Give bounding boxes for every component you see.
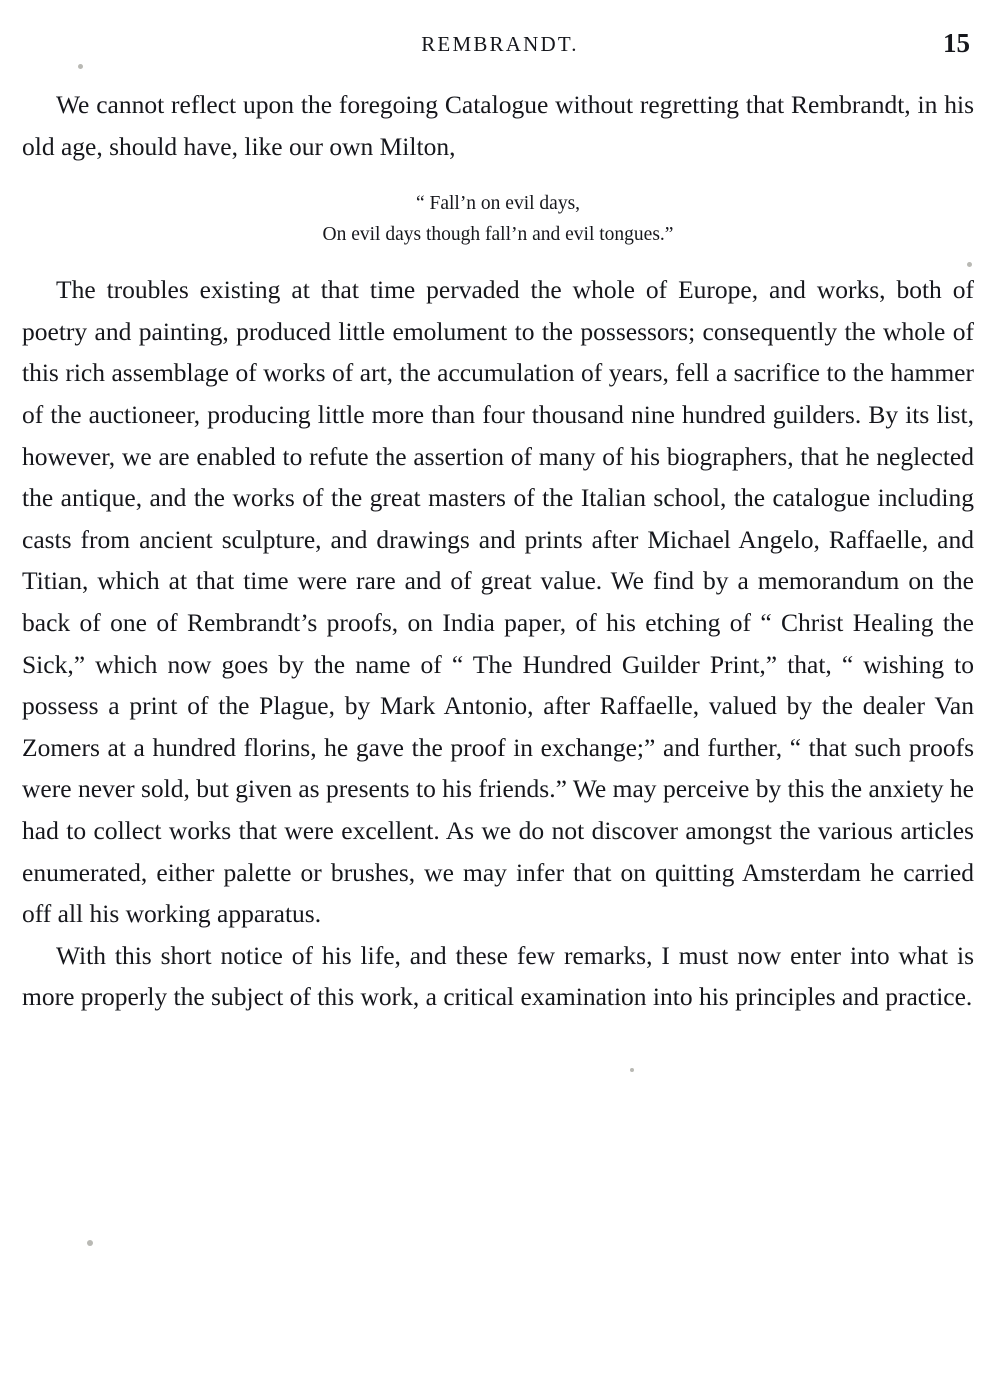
page-header [20,28,980,66]
page-speck [967,262,972,267]
verse-quotation [22,188,974,250]
paragraph-troubles: The troubles existing at that time pervaded the whole of Europe, and works, both of poetry and painting, produced little emolument to the possessors; consequently the whole of this rich assemblage of works of art, the accumulation of years, fell a sacrifice to the hammer of the auctioneer, producing little more than four thousand nine hundred guilders. By its list, however, we are enabled to refute the assertion of many of his biographers, that he neglected the antique, and the works of the great masters of the Italian school, the catalogue including casts from ancient sculpture, and drawings and prints after Michael Angelo, Raffaelle, and Titian, which at that time were rare and of great value. We find by a memorandum on the back of one of Rembrandt’s proofs, on India paper, of his etching of “ Christ Healing the Sick,” which now goes by the name of “ The Hundred Guilder Print,” that, “ wishing to possess a print of the Plague, by Mark Antonio, after Raffaelle, valued by the dealer Van Zomers at a hundred florins, he gave the proof in exchange;” and further, “ that such proofs were never sold, but given as presents to his friends.” We may perceive by this the anxiety he had to collect works that were excellent. As we do not discover amongst the various articles enumerated, either palette or brushes, we may infer that on quitting Amsterdam he carried off all his working apparatus. [22,275,974,929]
page-number: 15 [943,28,970,58]
quote-line-2: On evil days though fall’n and evil tongues.” [322,224,674,246]
page-speck [78,64,83,69]
paragraph-intro: We cannot reflect upon the foregoing Catalogue without regretting that Rembrandt, in his old age, should have, like our own Milton, [22,90,974,161]
running-head: REMBRANDT. [421,32,579,56]
page-speck [630,1068,634,1072]
quote-line-1: “ Fall’n on evil days, [415,193,581,215]
paragraph-closing: With this short notice of his life, and these few remarks, I must now enter into what is more properly the subject of this work, a critical examination into his principles and practice. [22,940,974,1012]
body-text-column [22,84,974,1018]
page-speck [87,1240,93,1246]
